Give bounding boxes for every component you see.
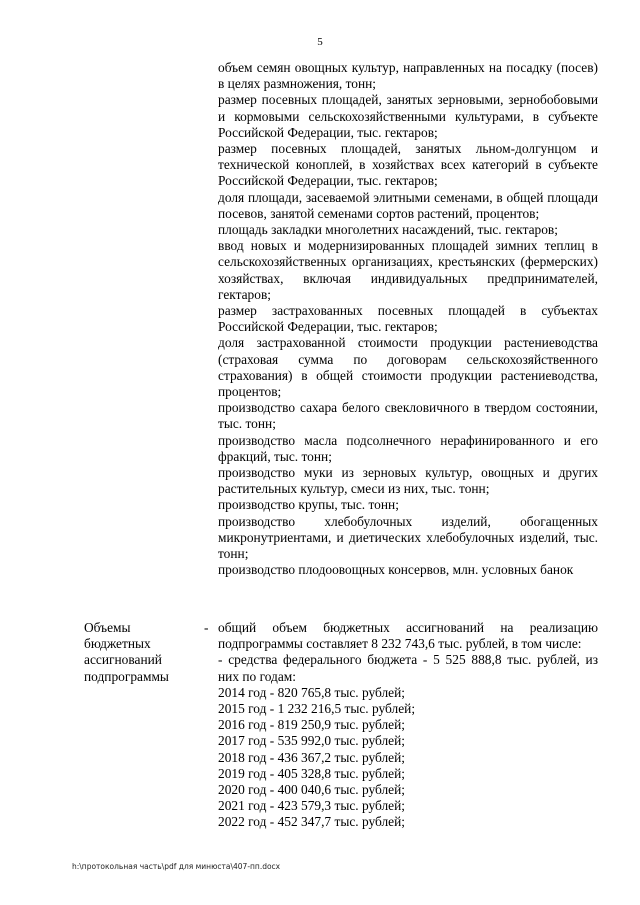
- year-allocation: 2015 год - 1 232 216,5 тыс. рублей;: [218, 701, 416, 717]
- year-allocation: 2016 год - 819 250,9 тыс. рублей;: [218, 717, 405, 733]
- page-number: 5: [317, 36, 323, 48]
- indicator-item: размер посевных площадей, занятых зерновыми, зернобобовыми и кормовыми сельскохозяйственными культурами, в субъекте Российской Федерации, тыс. гектаров;: [218, 92, 598, 140]
- file-path-footer: h:\протокольная часть\pdf для минюста\407-пп.docx: [72, 862, 281, 871]
- budget-total: общий объем бюджетных ассигнований на реализацию подпрограммы составляет 8 232 743,6 тыс. рублей, в том числе:: [218, 620, 598, 652]
- indicator-item: производство плодоовощных консервов, млн. условных банок: [218, 562, 574, 578]
- indicator-item: площадь закладки многолетних насаждений, тыс. гектаров;: [218, 222, 558, 238]
- indicator-item: ввод новых и модернизированных площадей зимних теплиц в сельскохозяйственных организациях, крестьянских (фермерских) хозяйствах, включая индивидуальных предпринимателей, гектаров;: [218, 238, 598, 302]
- indicator-item: производство муки из зерновых культур, овощных и других растительных культур, смеси из них, тыс. тонн;: [218, 465, 598, 497]
- indicator-item: производство хлебобулочных изделий, обогащенных микронутриентами, и диетических хлебобулочных изделий, тыс. тонн;: [218, 513, 598, 562]
- year-allocation: 2022 год - 452 347,7 тыс. рублей;: [218, 814, 405, 830]
- indicator-item: размер посевных площадей, занятых льном-долгунцом и технической коноплей, в хозяйствах всех категорий в субъекте Российской Федерации, тыс. гектаров;: [218, 141, 598, 189]
- indicator-list: [218, 60, 598, 579]
- indicator-item: производство крупы, тыс. тонн;: [218, 497, 399, 513]
- year-allocation: 2018 год - 436 367,2 тыс. рублей;: [218, 749, 405, 765]
- indicator-item: размер застрахованных посевных площадей в субъектах Российской Федерации, тыс. гектаров;: [218, 303, 598, 335]
- year-allocation: 2021 год - 423 579,3 тыс. рублей;: [218, 798, 405, 814]
- year-allocation: 2019 год - 405 328,8 тыс. рублей;: [218, 765, 405, 781]
- budget-label: Объемы бюджетных ассигнований подпрограммы: [84, 620, 169, 684]
- budget-content: [218, 620, 598, 831]
- year-allocation: 2017 год - 535 992,0 тыс. рублей;: [218, 733, 405, 749]
- indicator-item: доля площади, засеваемой элитными семенами, в общей площади посевов, занятой семенами сортов растений, процентов;: [218, 189, 598, 221]
- year-allocation: 2020 год - 400 040,6 тыс. рублей;: [218, 782, 405, 798]
- indicator-item: производство сахара белого свекловичного в твердом состоянии, тыс. тонн;: [218, 400, 598, 432]
- indicator-item: доля застрахованной стоимости продукции растениеводства (страховая сумма по договорам сельскохозяйственного страхования) в общей стоимости продукции растениеводства, процентов;: [218, 335, 598, 400]
- separator-dash: -: [204, 620, 209, 635]
- federal-budget: - средства федерального бюджета - 5 525 888,8 тыс. рублей, из них по годам:: [218, 652, 598, 684]
- indicator-item: производство масла подсолнечного нерафинированного и его фракций, тыс. тонн;: [218, 432, 598, 464]
- indicator-item: объем семян овощных культур, направленных на посадку (посев) в целях размножения, тонн;: [218, 60, 598, 92]
- year-allocation: 2014 год - 820 765,8 тыс. рублей;: [218, 684, 405, 700]
